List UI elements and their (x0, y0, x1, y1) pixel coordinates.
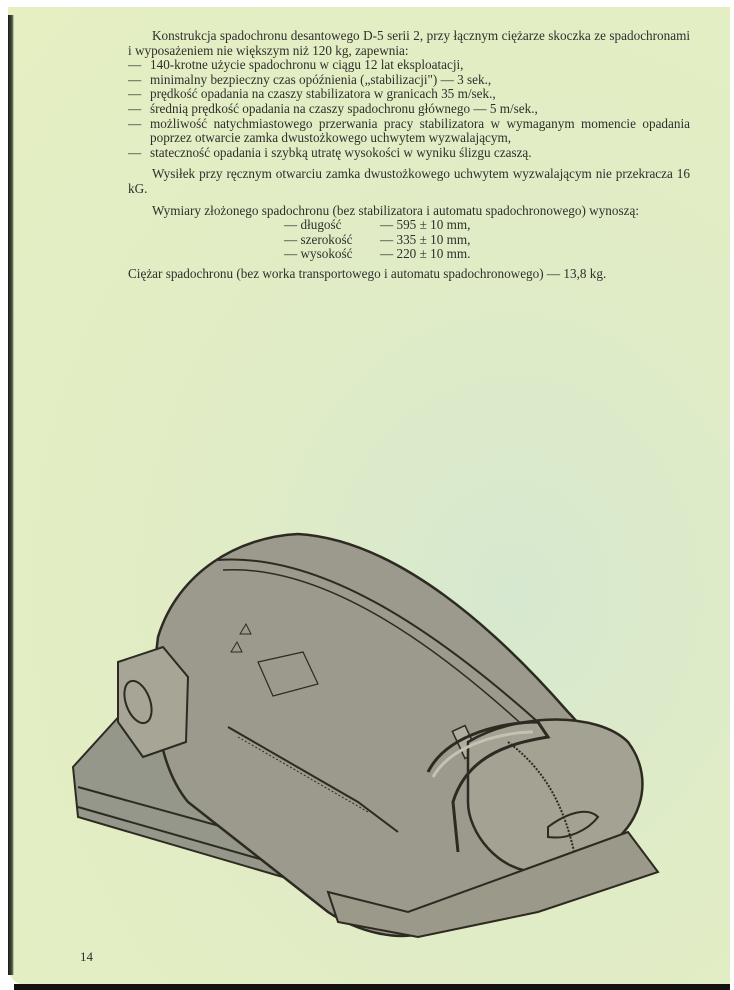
intro-paragraph: Konstrukcja spadochronu desantowego D-5 serii 2, przy łącznym ciężarze skoczka ze spadochronami i wyposażeniem nie większym niż 120 kg, zapewnia: (128, 28, 690, 58)
features-list (128, 58, 690, 160)
dimension-value: — 595 ± 10 mm, (380, 218, 470, 233)
book-page (8, 7, 730, 985)
feature-item: — 140-krotne użycie spadochronu w ciągu 12 lat eksploatacji, (128, 58, 690, 73)
feature-item: — prędkość opadania na czaszy stabilizatora w granicach 35 m/sek., (128, 87, 690, 102)
dimension-value: — 335 ± 10 mm, (380, 233, 470, 248)
dimensions-list (284, 218, 690, 262)
dimension-label: — szerokość (284, 233, 380, 248)
dimension-item (284, 218, 690, 233)
page-number: 14 (80, 949, 93, 964)
page-spine-shadow (8, 15, 14, 975)
force-paragraph: Wysiłek przy ręcznym otwarciu zamka dwustożkowego uchwytem wyzwalającym nie przekracza 16 kG. (128, 166, 690, 196)
dimensions-intro: Wymiary złożonego spadochronu (bez stabilizatora i automatu spadochronowego) wynoszą: (152, 202, 639, 218)
weight-paragraph: Ciężar spadochronu (bez worka transportowego i automatu spadochronowego) — 13,8 kg. (128, 265, 607, 281)
feature-item: — możliwość natychmiastowego przerwania pracy stabilizatora w wymaganym momencie opadania poprzez otwarcie zamka dwustożkowego uchwytem wyzwalającym, (128, 117, 690, 146)
feature-item: — minimalny bezpieczny czas opóźnienia („stabilizacji") — 3 sek., (128, 73, 690, 88)
dimension-label: — długość (284, 218, 380, 233)
feature-item: — średnią prędkość opadania na czaszy spadochronu głównego — 5 m/sek., (128, 102, 690, 117)
feature-item: — stateczność opadania i szybką utratę wysokości w wyniku ślizgu czaszą. (128, 146, 690, 161)
dimension-item (284, 233, 690, 248)
dimension-item (284, 247, 690, 262)
text-block (128, 29, 690, 282)
dimension-value: — 220 ± 10 mm. (380, 247, 470, 262)
dimension-label: — wysokość (284, 247, 380, 262)
parachute-pack-illustration (68, 512, 668, 942)
scan-bottom-edge (14, 984, 730, 990)
